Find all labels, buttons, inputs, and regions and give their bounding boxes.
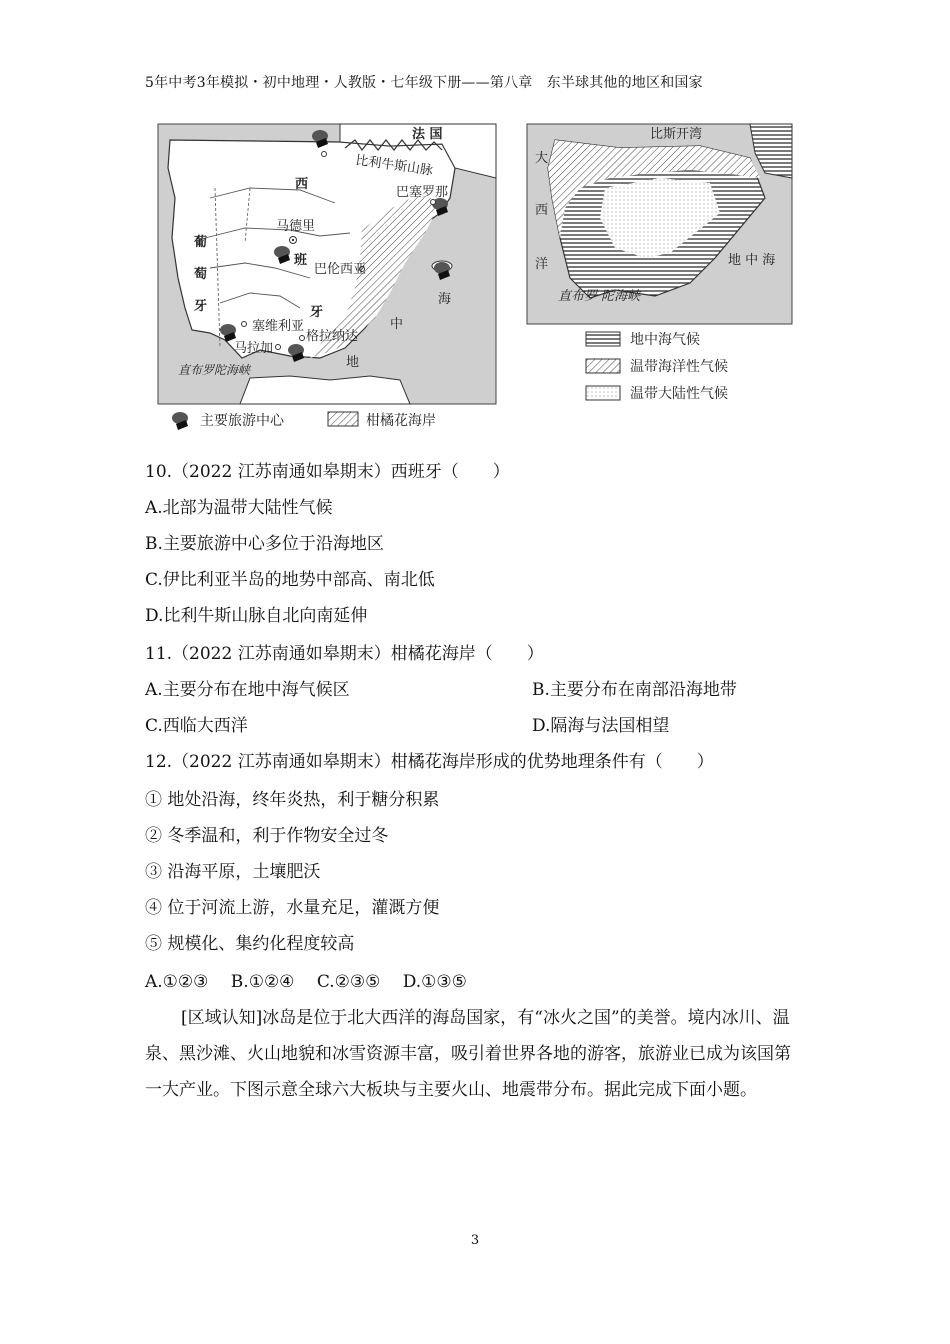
label-madrid: 马德里	[276, 219, 316, 234]
q11-stem: 11.（2022 江苏南通如皋期末）柑橘花海岸（ ）	[145, 644, 544, 664]
label-sevilla: 塞维利亚	[252, 319, 305, 334]
q12-options: A.①②③ B.①②④ C.②③⑤ D.①③⑤	[145, 972, 467, 992]
iceland-passage: [区域认知]冰岛是位于北大西洋的海岛国家，有“冰火之国”的美誉。境内冰川、温泉、黑沙滩、火山地貌和冰雪资源丰富，吸引着世界各地的游客，旅游业已成为该国第一大产业。下图示意全球六大板块与主要火山、地震带分布。据此完成下面小题。	[145, 1008, 791, 1100]
label-atlantic-2: 西	[535, 203, 549, 218]
q10-option-a: A.北部为温带大陆性气候	[145, 498, 333, 518]
legend-maritime: 温带海洋性气候	[630, 359, 728, 375]
climate-legend	[586, 331, 728, 402]
label-biscay: 比斯开湾	[650, 127, 703, 142]
city-dot	[322, 152, 327, 157]
q12-stem: 12.（2022 江苏南通如皋期末）柑橘花海岸形成的优势地理条件有（ ）	[145, 752, 714, 772]
city-dot	[276, 345, 281, 350]
label-france: 法 国	[412, 127, 443, 142]
label-barcelona: 巴塞罗那	[396, 185, 449, 200]
label-pu: 葡	[194, 235, 208, 250]
label-valencia: 巴伦西亚	[314, 262, 367, 277]
label-ya: 牙	[310, 305, 324, 320]
q12-item: ③ 沿海平原，土壤肥沃	[145, 862, 321, 882]
q11-option-d: D.隔海与法国相望	[532, 716, 670, 736]
q10-option-b: B.主要旅游中心多位于沿海地区	[145, 534, 384, 554]
q12-item: ② 冬季温和，利于作物安全过冬	[145, 826, 389, 846]
city-dot	[431, 200, 436, 205]
page-header: 5年中考3年模拟・初中地理・人教版・七年级下册——第八章 东半球其他的地区和国家	[145, 75, 703, 91]
label-atlantic-3: 洋	[535, 257, 549, 272]
label-hai: 海	[438, 292, 452, 307]
label-zhong: 中	[390, 317, 404, 332]
q11-option-b: B.主要分布在南部沿海地带	[532, 680, 737, 700]
legend-continental: 温带大陆性气候	[630, 386, 728, 402]
label-ban: 班	[294, 253, 308, 268]
city-dot	[300, 336, 305, 341]
label-di: 地	[346, 355, 360, 370]
label-atlantic-1: 大	[535, 151, 549, 166]
legend-swatch-maritime	[586, 359, 620, 373]
right-map	[527, 124, 792, 324]
label-xi: 西	[295, 177, 309, 192]
legend-swatch-continental	[586, 386, 620, 400]
page-number: 3	[470, 1233, 480, 1248]
left-map	[158, 124, 496, 404]
q10-option-c: C.伊比利亚半岛的地势中部高、南北低	[145, 570, 435, 590]
legend-tourism: 主要旅游中心	[200, 413, 284, 429]
q12-item: ① 地处沿海，终年炎热，利于糖分积累	[145, 790, 440, 810]
label-tao: 萄	[194, 267, 208, 282]
q12-item: ⑤ 规模化、集约化程度较高	[145, 934, 355, 954]
label-gibraltar-right: 直布罗 陀海峡	[558, 289, 641, 304]
africa-land	[240, 376, 410, 404]
legend-swatch-mediterranean	[586, 332, 620, 346]
q11-option-c: C.西临大西洋	[145, 716, 248, 736]
label-pyrenees: 比利牛斯山脉	[354, 153, 434, 179]
legend-citrus: 柑橘花海岸	[366, 413, 436, 429]
legend-tourism-icon	[172, 412, 188, 430]
q12-item: ④ 位于河流上游，水量充足，灌溉方便	[145, 898, 440, 918]
q10-option-d: D.比利牛斯山脉自北向南延伸	[145, 606, 368, 626]
label-gibraltar: 直布罗陀海峡	[178, 363, 251, 377]
label-granada: 格拉纳达	[306, 329, 359, 344]
tourism-legend	[172, 412, 436, 430]
capital-dot-center	[292, 239, 294, 241]
legend-mediterranean: 地中海气候	[630, 332, 700, 348]
label-malaga: 马拉加	[234, 341, 274, 356]
legend-swatch-citrus	[328, 412, 358, 426]
q11-option-a: A.主要分布在地中海气候区	[145, 680, 350, 700]
q10-stem: 10.（2022 江苏南通如皋期末）西班牙（ ）	[145, 462, 510, 482]
city-dot	[242, 322, 247, 327]
spain-map-figure	[150, 118, 810, 438]
label-mediterranean: 地 中 海	[728, 253, 776, 268]
label-ya2: 牙	[194, 299, 208, 314]
map-svg	[150, 118, 810, 438]
